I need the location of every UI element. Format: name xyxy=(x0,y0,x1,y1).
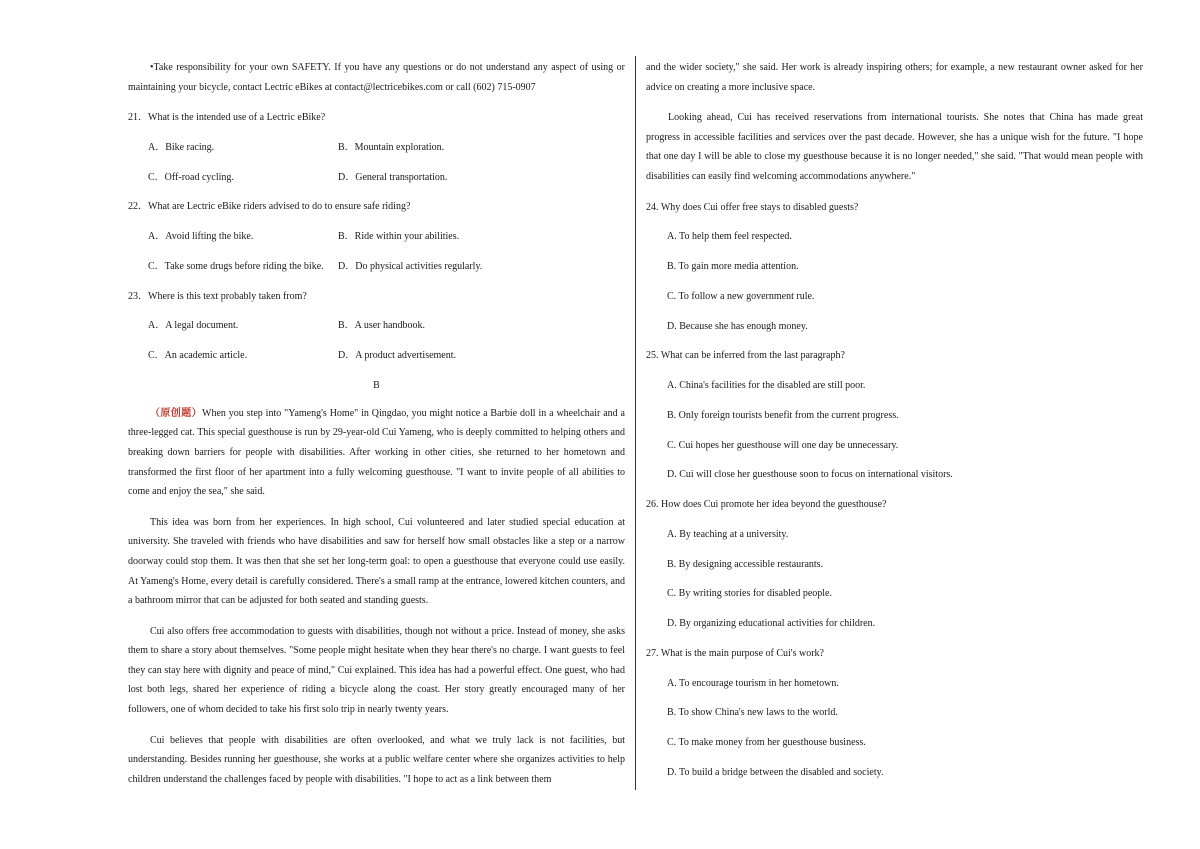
option-21-b: B．Mountain exploration. xyxy=(338,141,445,153)
option-26-b: B. By designing accessible restaurants. xyxy=(667,558,824,570)
option-25-b: B. Only foreign tourists benefit from the current progress. xyxy=(667,409,899,421)
option-26-c: C. By writing stories for disabled people. xyxy=(667,588,832,600)
passage-paragraph-1 xyxy=(128,404,625,502)
option-26-a: A. By teaching at a university. xyxy=(667,528,789,540)
option-23-a: A．A legal document. xyxy=(148,320,239,332)
option-23-d: D．A product advertisement. xyxy=(338,349,457,361)
option-21-c: C．Off-road cycling. xyxy=(148,171,234,183)
question-23-options-row-2 xyxy=(128,346,625,376)
option-24-d: D. Because she has enough money. xyxy=(667,320,808,332)
option-27-a: A. To encourage tourism in her hometown. xyxy=(667,677,839,689)
passage-paragraph-4-continued: and the wider society," she said. Her work is already inspiring others; for example, a new restaurant owner asked for her advice on creating a more inclusive space. xyxy=(646,62,1143,93)
option-26-d: D. By organizing educational activities for children. xyxy=(667,618,876,630)
option-25-c: C. Cui hopes her guesthouse will one day be unnecessary. xyxy=(667,439,899,451)
question-22-options-row-2 xyxy=(128,257,625,287)
question-25-stem: 25. What can be inferred from the last paragraph? xyxy=(646,350,845,362)
option-24-a: A. To help them feel respected. xyxy=(667,231,792,243)
question-21-options-row-2 xyxy=(128,168,625,198)
question-23-options-row-1 xyxy=(128,316,625,346)
right-column xyxy=(646,58,1143,793)
question-27-stem: 27. What is the main purpose of Cui's work? xyxy=(646,647,824,659)
question-22-stem: 22．What are Lectric eBike riders advised to do to ensure safe riding? xyxy=(128,201,411,213)
passage-paragraph-4: Cui believes that people with disabilities are often overlooked, and what we truly lack is not facilities, but understanding. Besides running her guesthouse, she works at a public welfare center where she organizes activities to help children understand the challenges faced by people with disabilities. "I hope to act as a link between them xyxy=(128,734,625,785)
option-22-c: C．Take some drugs before riding the bike. xyxy=(148,260,324,272)
question-22-options-row-1 xyxy=(128,227,625,257)
question-23-stem: 23．Where is this text probably taken from? xyxy=(128,290,307,302)
safety-note: •Take responsibility for your own SAFETY. If you have any questions or do not understand any aspect of using or maintaining your bicycle, contact Lectric eBikes at contact@lectricebikes.com or call (602) 715-0907 xyxy=(128,62,625,93)
option-22-a: A．Avoid lifting the bike. xyxy=(148,230,254,242)
passage-paragraph-2: This idea was born from her experiences. In high school, Cui volunteered and later studied special education at university. She traveled with friends who have disabilities and saw for herself how small obstacles like a step or a narrow doorway could stop them. It was then that she set her long-term goal: to open a guesthouse that everyone could use easily. At Yameng's Home, every detail is carefully considered. There's a small ramp at the entrance, lowered kitchen counters, and a bathroom mirror that can be adjusted for both seated and standing guests. xyxy=(128,516,625,607)
question-21-options-row-1 xyxy=(128,138,625,168)
option-27-d: D. To build a bridge between the disabled and society. xyxy=(667,766,884,778)
column-divider xyxy=(635,56,636,790)
option-25-a: A. China's facilities for the disabled are still poor. xyxy=(667,379,866,391)
left-column xyxy=(128,58,625,800)
option-25-d: D. Cui will close her guesthouse soon to focus on international visitors. xyxy=(667,469,953,481)
option-21-d: D．General transportation. xyxy=(338,171,448,183)
question-24-stem: 24. Why does Cui offer free stays to disabled guests? xyxy=(646,201,859,213)
option-23-b: B．A user handbook. xyxy=(338,320,425,332)
question-26-stem: 26. How does Cui promote her idea beyond the guesthouse? xyxy=(646,499,887,511)
option-27-c: C. To make money from her guesthouse business. xyxy=(667,737,866,749)
passage-paragraph-5: Looking ahead, Cui has received reservations from international tourists. She notes that China has made great progress in accessible facilities and services over the past decade. However, she has a unique wish for the future. "I hope that one day I will be able to close my guesthouse because it is no longer needed," she said. "That would mean people with disabilities can easily find welcoming accommodations anywhere." xyxy=(646,112,1143,182)
question-21-stem: 21．What is the intended use of a Lectric eBike? xyxy=(128,112,326,124)
option-27-b: B. To show China's new laws to the world. xyxy=(667,707,838,719)
section-label: B xyxy=(373,379,380,391)
original-question-tag: （原创题） xyxy=(150,407,202,419)
option-24-b: B. To gain more media attention. xyxy=(667,260,799,272)
option-22-d: D．Do physical activities regularly. xyxy=(338,260,483,272)
option-22-b: B．Ride within your abilities. xyxy=(338,230,460,242)
option-23-c: C．An academic article. xyxy=(148,349,248,361)
option-21-a: A．Bike racing. xyxy=(148,141,215,153)
option-24-c: C. To follow a new government rule. xyxy=(667,290,815,302)
passage-paragraph-3: Cui also offers free accommodation to guests with disabilities, though not without a price. Instead of money, she asks them to share a story about themselves. "Some people might hesitate when they hear there's no charge. I want guests to feel they can stay here with dignity and peace of mind," Cui explained. This idea has had a powerful effect. One guest, who had lost both legs, shared her experience of riding a bicycle along the coast. Her story greatly encouraged many of her followers, one of whom decided to take his first solo trip in nearly twenty years. xyxy=(128,625,625,716)
passage-paragraph-1-text: When you step into "Yameng's Home" in Qingdao, you might notice a Barbie doll in a wheelchair and a three-legged cat. This special guesthouse is run by 29-year-old Cui Yameng, who is deeply committed to helping others and breaking down barriers for people with disabilities. After working in other cities, she returned to her hometown and transformed the first floor of her apartment into a fully welcoming guesthouse. "I want to invite people of all abilities to come and enjoy the sea," she said. xyxy=(128,407,625,498)
